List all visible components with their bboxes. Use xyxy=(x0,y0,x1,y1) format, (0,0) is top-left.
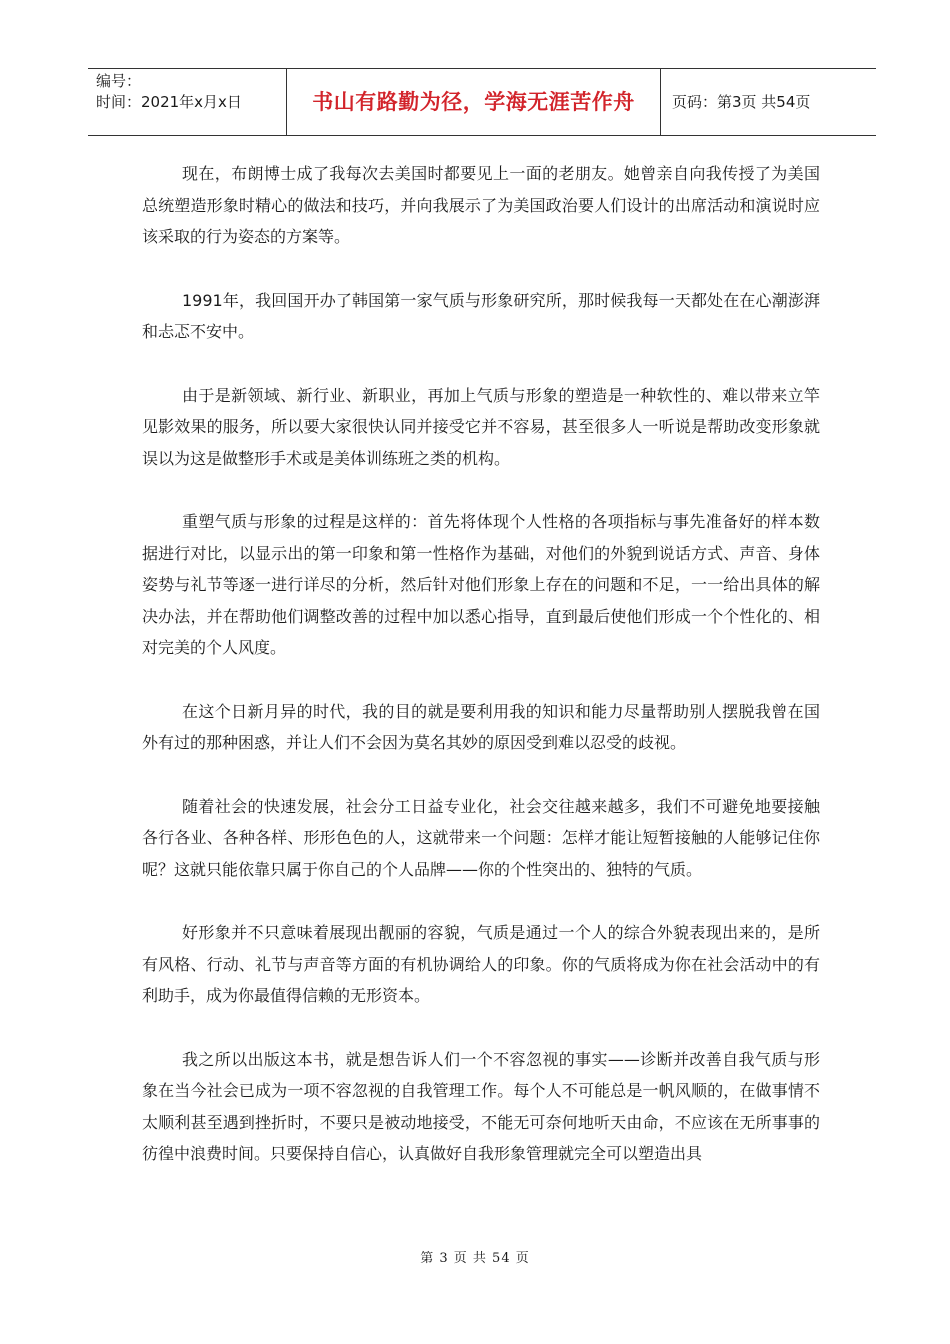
paragraph-7: 好形象并不只意味着展现出靓丽的容貌，气质是通过一个人的综合外貌表现出来的，是所有风格、行动、礼节与声音等方面的有机协调给人的印象。你的气质将成为你在社会活动中的有利助手，成为你最值得信赖的无形资本。 xyxy=(142,923,820,1005)
header-page-info: 页码：第3页 共54页 xyxy=(672,93,811,111)
paragraph-2: 1991年，我回国开办了韩国第一家气质与形象研究所，那时候我每一天都处在在心潮澎湃和忐忑不安中。 xyxy=(142,290,820,341)
paragraph-6: 随着社会的快速发展，社会分工日益专业化，社会交往越来越多，我们不可避免地要接触各行各业、各种各样、形形色色的人，这就带来一个问题：怎样才能让短暂接触的人能够记住你呢？这就只能依靠只属于你自己的个人品牌——你的个性突出的、独特的气质。 xyxy=(142,796,820,879)
paragraph-3: 由于是新领域、新行业、新职业，再加上气质与形象的塑造是一种软性的、难以带来立竿见影效果的服务，所以要大家很快认同并接受它并不容易，甚至很多人一听说是帮助改变形象就误以为这是做整形手术或是美体训练班之类的机构。 xyxy=(142,385,820,468)
paragraph-4: 重塑气质与形象的过程是这样的：首先将体现个人性格的各项指标与事先准备好的样本数据进行对比，以显示出的第一印象和第一性格作为基础，对他们的外貌到说话方式、声音、身体姿势与礼节等逐一进行详尽的分析，然后针对他们形象上存在的问题和不足，一一给出具体的解决办法，并在帮助他们调整改善的过程中加以悉心指导，直到最后使他们形成一个个性化的、相对完美的个人风度。 xyxy=(142,512,820,657)
paragraph-8: 我之所以出版这本书，就是想告诉人们一个不容忽视的事实——诊断并改善自我气质与形象在当今社会已成为一项不容忽视的自我管理工作。每个人不可能总是一帆风顺的，在做事情不太顺利甚至遇到挫折时，不要只是被动地接受，不能无可奈何地听天由命，不应该在无所事事的彷徨中浪费时间。只要保持自信心，认真做好自我形象管理就完全可以塑造出具 xyxy=(142,1049,820,1163)
paragraph-1: 现在，布朗博士成了我每次去美国时都要见上一面的老朋友。她曾亲自向我传授了为美国总统塑造形象时精心的做法和技巧，并向我展示了为美国政治要人们设计的出席活动和演说时应该采取的行为姿态的方案等。 xyxy=(142,164,820,246)
page-header xyxy=(88,68,876,136)
header-meta xyxy=(96,71,242,113)
page-footer: 第 3 页 共 54 页 xyxy=(420,1251,530,1266)
paragraph-5: 在这个日新月异的时代，我的目的就是要利用我的知识和能力尽量帮助别人摆脱我曾在国外有过的那种困惑，并让人们不会因为莫名其妙的原因受到难以忍受的歧视。 xyxy=(142,701,820,752)
document-time-label: 时间：2021年x月x日 xyxy=(96,93,242,111)
document-body xyxy=(142,158,820,1202)
header-motto: 书山有路勤为径，学海无涯苦作舟 xyxy=(312,90,635,114)
document-number-label: 编号： xyxy=(96,72,142,90)
header-divider-right xyxy=(660,69,661,135)
